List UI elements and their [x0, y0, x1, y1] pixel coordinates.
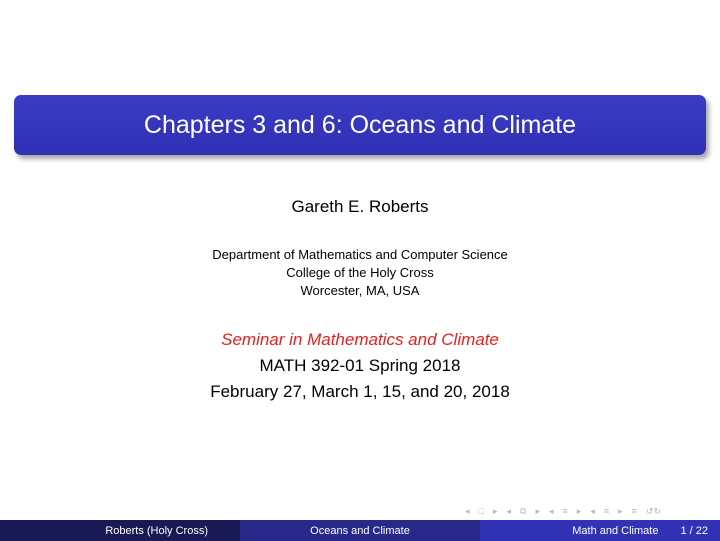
- course-line: MATH 392-01 Spring 2018: [259, 356, 461, 375]
- nav-section-icon[interactable]: ≡: [562, 506, 568, 516]
- footer-author-section: [0, 520, 240, 541]
- slide-title: Chapters 3 and 6: Oceans and Climate: [143, 110, 577, 139]
- nav-back-icon[interactable]: ◂: [590, 506, 595, 516]
- footer-title-section: [240, 520, 480, 541]
- footer-short-title: Oceans and Climate: [310, 524, 410, 537]
- footer-bar: [0, 520, 720, 541]
- location-line: Worcester, MA, USA: [300, 283, 420, 298]
- nav-frame-icon[interactable]: □: [478, 506, 484, 516]
- slide-title-box: [14, 95, 706, 155]
- author-name: Gareth E. Roberts: [291, 197, 429, 216]
- footer-topic-section: [480, 520, 720, 541]
- nav-forward-icon[interactable]: ▸: [618, 506, 623, 516]
- nav-back-icon[interactable]: ◂: [465, 506, 470, 516]
- seminar-name: Seminar in Mathematics and Climate: [221, 330, 499, 349]
- nav-back-icon[interactable]: ◂: [549, 506, 554, 516]
- footer-topic: Math and Climate: [572, 524, 659, 537]
- footer-author: Roberts (Holy Cross): [105, 524, 208, 537]
- dates-line: February 27, March 1, 15, and 20, 2018: [210, 382, 510, 401]
- nav-document-icon[interactable]: ≡: [603, 506, 610, 516]
- nav-subsection-icon[interactable]: ⧉: [520, 506, 527, 516]
- footer-page-number: 1 / 22: [680, 524, 708, 537]
- nav-search-icon[interactable]: ↺↻: [645, 506, 662, 516]
- college-line: College of the Holy Cross: [286, 265, 434, 280]
- nav-forward-icon[interactable]: ▸: [576, 506, 582, 516]
- nav-forward-icon[interactable]: ▸: [492, 506, 498, 516]
- nav-back-icon[interactable]: ◂: [506, 506, 512, 516]
- nav-forward-icon[interactable]: ▸: [535, 506, 540, 516]
- nav-separator-icon: ≡: [631, 506, 637, 516]
- department-line: Department of Mathematics and Computer Science: [212, 247, 508, 262]
- beamer-navigation: [465, 505, 710, 517]
